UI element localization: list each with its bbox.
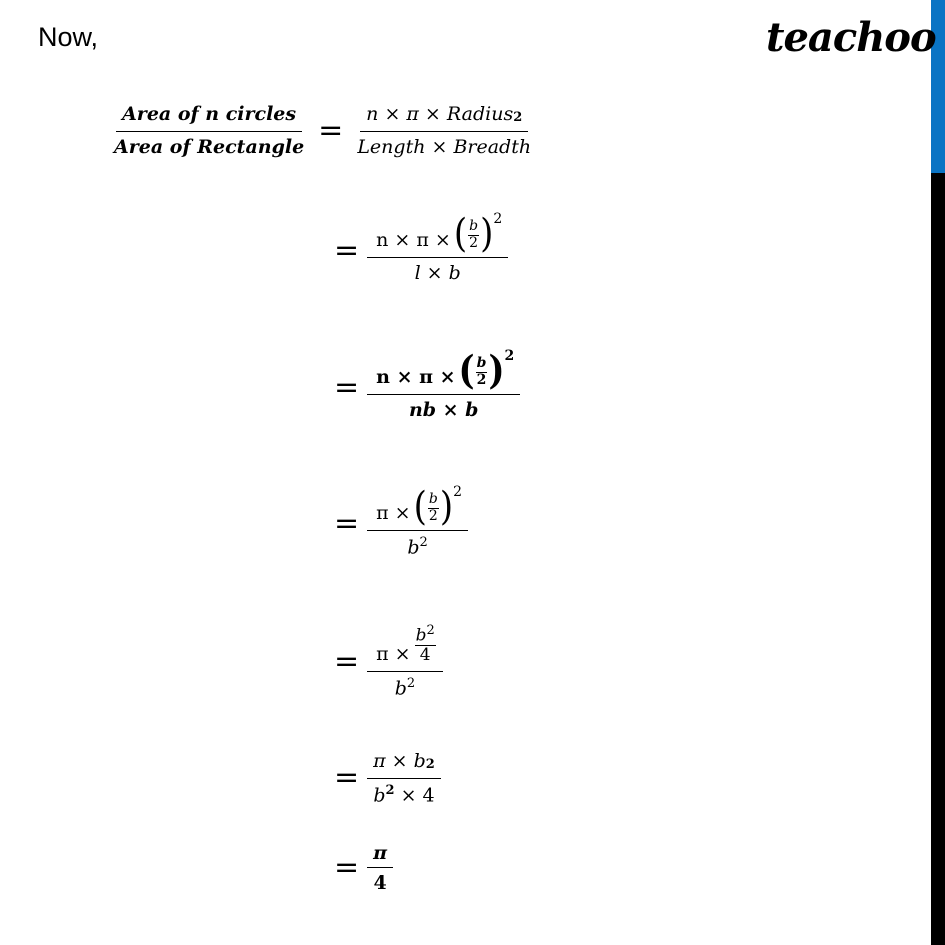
denominator: 4 [373, 872, 387, 894]
denominator: nb × b [408, 399, 479, 421]
intro-text: Now, [38, 22, 99, 52]
fraction [367, 348, 520, 421]
rhs-fraction [351, 103, 537, 158]
numerator: π [367, 842, 393, 868]
rhs-denominator: Length × Breadth [357, 136, 532, 158]
fraction [367, 750, 441, 806]
numerator: π × $\frac{b^2}{4}$ [367, 624, 443, 672]
equation-step-2 [334, 211, 508, 284]
equals-sign: = [334, 643, 360, 679]
denominator: l × b [414, 262, 461, 284]
lhs-numerator: Area of n circles [116, 103, 302, 132]
lhs-denominator: Area of Rectangle [114, 136, 305, 158]
equals-sign: = [334, 369, 360, 405]
equation-step-6 [334, 750, 441, 806]
numerator: n × π × ( b 2 ) 2 [367, 354, 520, 395]
equals-sign: = [334, 850, 360, 885]
final-fraction [367, 842, 393, 894]
fraction [367, 624, 443, 699]
equation-step-3 [334, 348, 520, 421]
numerator: π × ( b 2 ) 2 [367, 490, 468, 531]
denominator: $b^2$ [394, 676, 416, 700]
equals-sign: = [318, 112, 344, 148]
equation-step-1 [108, 103, 537, 158]
denominator: $b^2 \times 4$ [373, 783, 435, 807]
brand-logo: teachoo [766, 14, 936, 61]
rhs-numerator: n × π × Radius 2 [360, 103, 528, 132]
lhs-fraction [108, 103, 310, 158]
numerator: π × b 2 [367, 750, 441, 779]
equals-sign: = [334, 506, 360, 542]
fraction [367, 211, 508, 284]
equation-step-4 [334, 484, 468, 559]
denominator: $b^2$ [407, 535, 428, 559]
equals-sign: = [334, 232, 360, 268]
equation-step-7 [334, 842, 393, 894]
equals-sign: = [334, 760, 360, 796]
equation-step-5 [334, 624, 443, 699]
fraction [367, 484, 468, 559]
numerator: n × π × ( b 2 ) 2 [367, 217, 508, 258]
